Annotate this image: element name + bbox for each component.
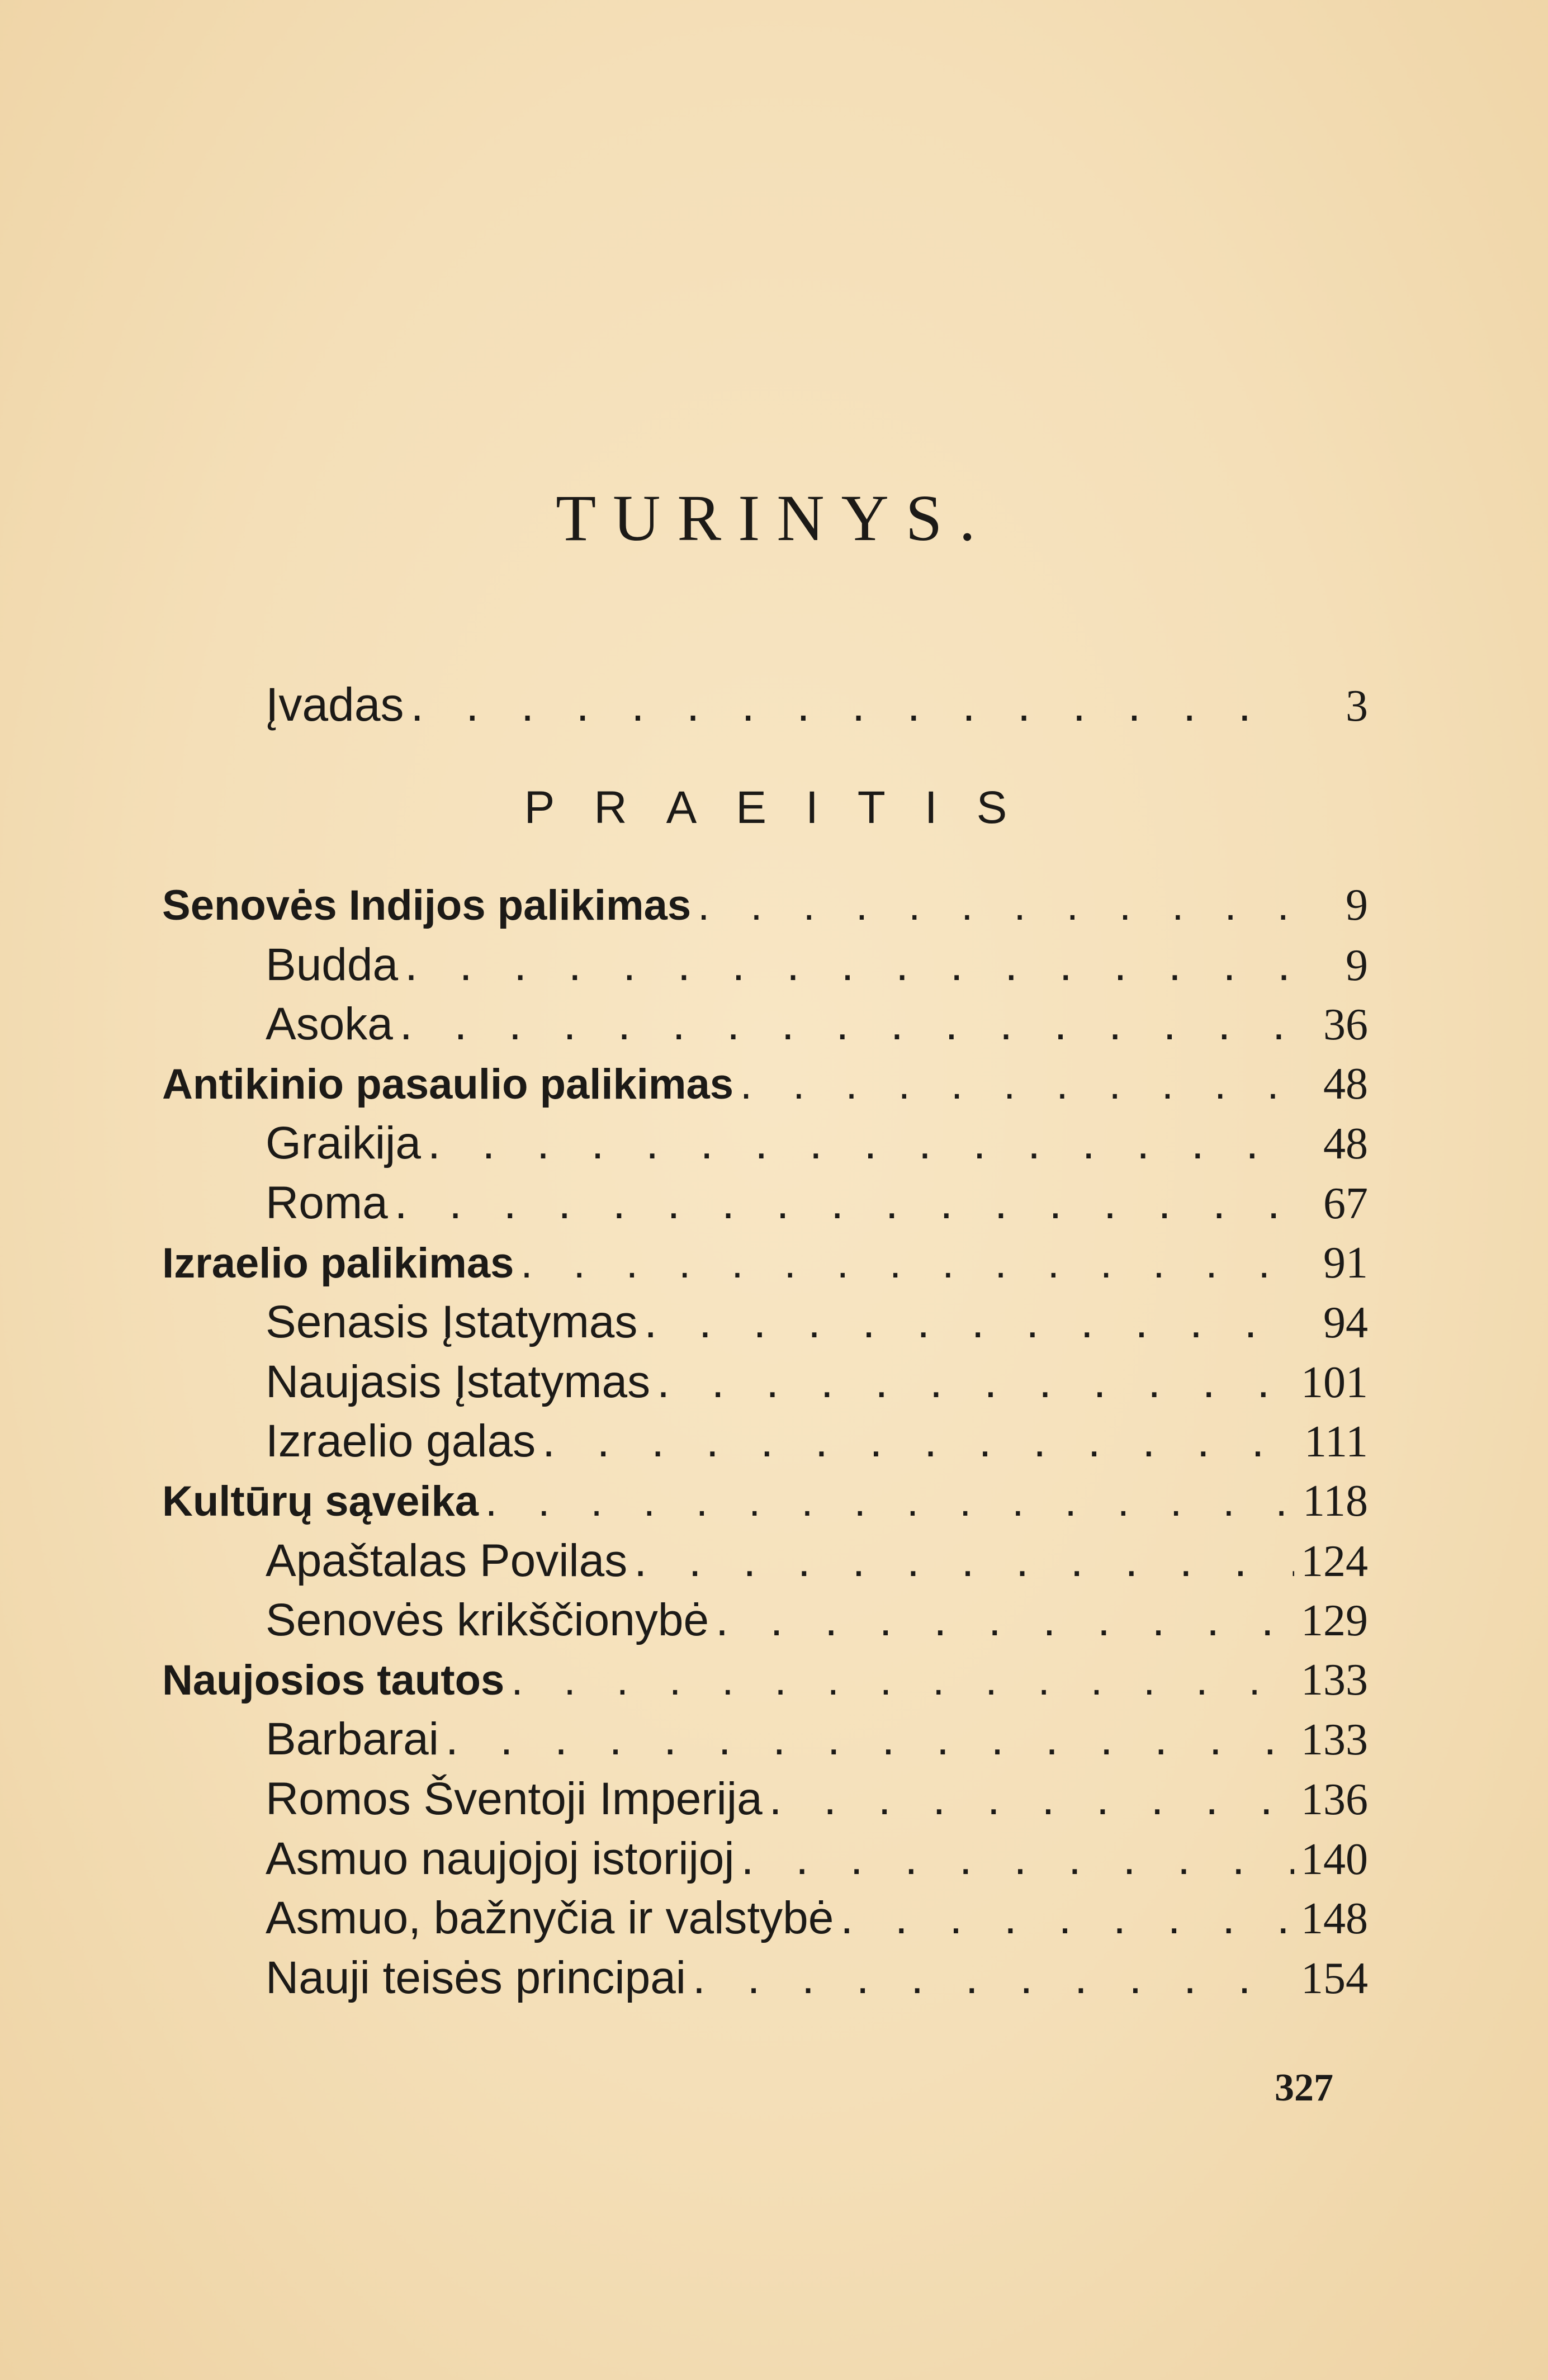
toc-page-number: 129 xyxy=(1301,1596,1368,1646)
dot-leader xyxy=(741,1829,1294,1889)
toc-entry-label: Budda xyxy=(266,939,399,990)
toc-page-number: 124 xyxy=(1301,1536,1368,1586)
toc-page-number: 9 xyxy=(1346,881,1368,930)
toc-entry-label: Antikinio pasaulio palikimas xyxy=(162,1060,734,1108)
toc-entry-label: Asmuo, bažnyčia ir valstybė xyxy=(266,1892,834,1944)
toc-subentry xyxy=(162,995,1368,1054)
toc-page-number: 133 xyxy=(1301,1715,1368,1765)
toc-page-number: 101 xyxy=(1301,1357,1368,1407)
toc-page-number: 148 xyxy=(1301,1894,1368,1944)
dot-leader xyxy=(542,1412,1294,1471)
toc-page-number: 3 xyxy=(1346,682,1368,731)
toc-subentry xyxy=(162,1174,1368,1233)
toc-entry-label: Apaštalas Povilas xyxy=(266,1535,628,1586)
toc-subentry xyxy=(162,1114,1368,1174)
toc-entry-label: Izraelio palikimas xyxy=(162,1239,514,1287)
toc-chapter xyxy=(162,1233,1368,1293)
toc-chapter xyxy=(162,1471,1368,1531)
toc-entry-label: Barbarai xyxy=(266,1714,439,1765)
toc-chapter xyxy=(162,876,1368,935)
dot-leader xyxy=(657,1352,1294,1412)
toc-subentry xyxy=(162,1352,1368,1412)
dot-leader xyxy=(395,1174,1294,1233)
dot-leader xyxy=(693,1948,1294,2008)
toc-page-number: 133 xyxy=(1301,1655,1368,1705)
section-heading: PRAEITIS xyxy=(524,782,1047,833)
toc-subentry xyxy=(162,935,1368,995)
toc-entry-label: Įvadas xyxy=(266,678,404,731)
dot-leader xyxy=(520,1234,1294,1293)
toc-entry-label: Nauji teisės principai xyxy=(266,1952,687,2003)
dot-leader xyxy=(411,674,1295,735)
toc-entry-label: Naujasis Įstatymas xyxy=(266,1356,651,1407)
page-number: 327 xyxy=(1275,2066,1333,2109)
dot-leader xyxy=(446,1710,1294,1769)
toc-page-number: 48 xyxy=(1323,1119,1368,1169)
toc-entry-label: Izraelio galas xyxy=(266,1416,536,1467)
toc-page-number: 91 xyxy=(1323,1238,1368,1288)
toc-subentry xyxy=(162,1948,1368,2008)
toc-entry-label: Roma xyxy=(266,1177,388,1228)
toc-subentry xyxy=(162,1889,1368,1948)
toc-intro-entry xyxy=(266,674,1368,735)
dot-leader xyxy=(840,1889,1294,1948)
toc-subentry xyxy=(162,1591,1368,1650)
toc-entry-label: Asmuo naujojoj istorijoj xyxy=(266,1833,735,1884)
toc-chapter xyxy=(162,1650,1368,1710)
toc-entry-label: Graikija xyxy=(266,1118,421,1169)
dot-leader xyxy=(485,1472,1294,1531)
toc-subentry xyxy=(162,1829,1368,1889)
dot-leader xyxy=(511,1651,1294,1710)
toc-page-number: 118 xyxy=(1302,1476,1368,1526)
dot-leader xyxy=(428,1114,1294,1173)
toc-page-number: 154 xyxy=(1301,1953,1368,2003)
toc-subentry xyxy=(162,1293,1368,1352)
toc-page-number: 67 xyxy=(1323,1179,1368,1228)
toc-entry-label: Senasis Įstatymas xyxy=(266,1297,638,1348)
toc-page-number: 111 xyxy=(1304,1417,1368,1467)
toc-page-number: 136 xyxy=(1301,1775,1368,1824)
toc-subentry xyxy=(162,1769,1368,1829)
dot-leader xyxy=(405,935,1294,995)
toc-subentry xyxy=(162,1531,1368,1591)
toc-page-number: 140 xyxy=(1301,1834,1368,1884)
dot-leader xyxy=(698,876,1294,935)
dot-leader xyxy=(740,1055,1294,1114)
toc-page-number: 36 xyxy=(1323,1000,1368,1050)
page-title: TURINYS. xyxy=(556,481,992,555)
toc-chapter xyxy=(162,1054,1368,1114)
dot-leader xyxy=(769,1769,1294,1829)
toc-entry-label: Naujosios tautos xyxy=(162,1656,505,1704)
toc-page-number: 48 xyxy=(1323,1059,1368,1109)
toc-subentry xyxy=(162,1412,1368,1471)
toc-entry-label: Kultūrų sąveika xyxy=(162,1477,479,1525)
toc-page-number: 94 xyxy=(1323,1298,1368,1348)
toc-entry-label: Senovės krikščionybė xyxy=(266,1594,709,1646)
table-of-contents xyxy=(162,876,1368,2008)
toc-subentry xyxy=(162,1710,1368,1769)
dot-leader xyxy=(634,1531,1294,1591)
toc-entry-label: Asoka xyxy=(266,999,393,1050)
toc-page-number: 9 xyxy=(1346,940,1368,990)
dot-leader xyxy=(644,1293,1294,1352)
toc-entry-label: Senovės Indijos palikimas xyxy=(162,882,692,929)
dot-leader xyxy=(716,1591,1294,1650)
toc-entry-label: Romos Šventoji Imperija xyxy=(266,1773,763,1824)
dot-leader xyxy=(400,995,1294,1054)
